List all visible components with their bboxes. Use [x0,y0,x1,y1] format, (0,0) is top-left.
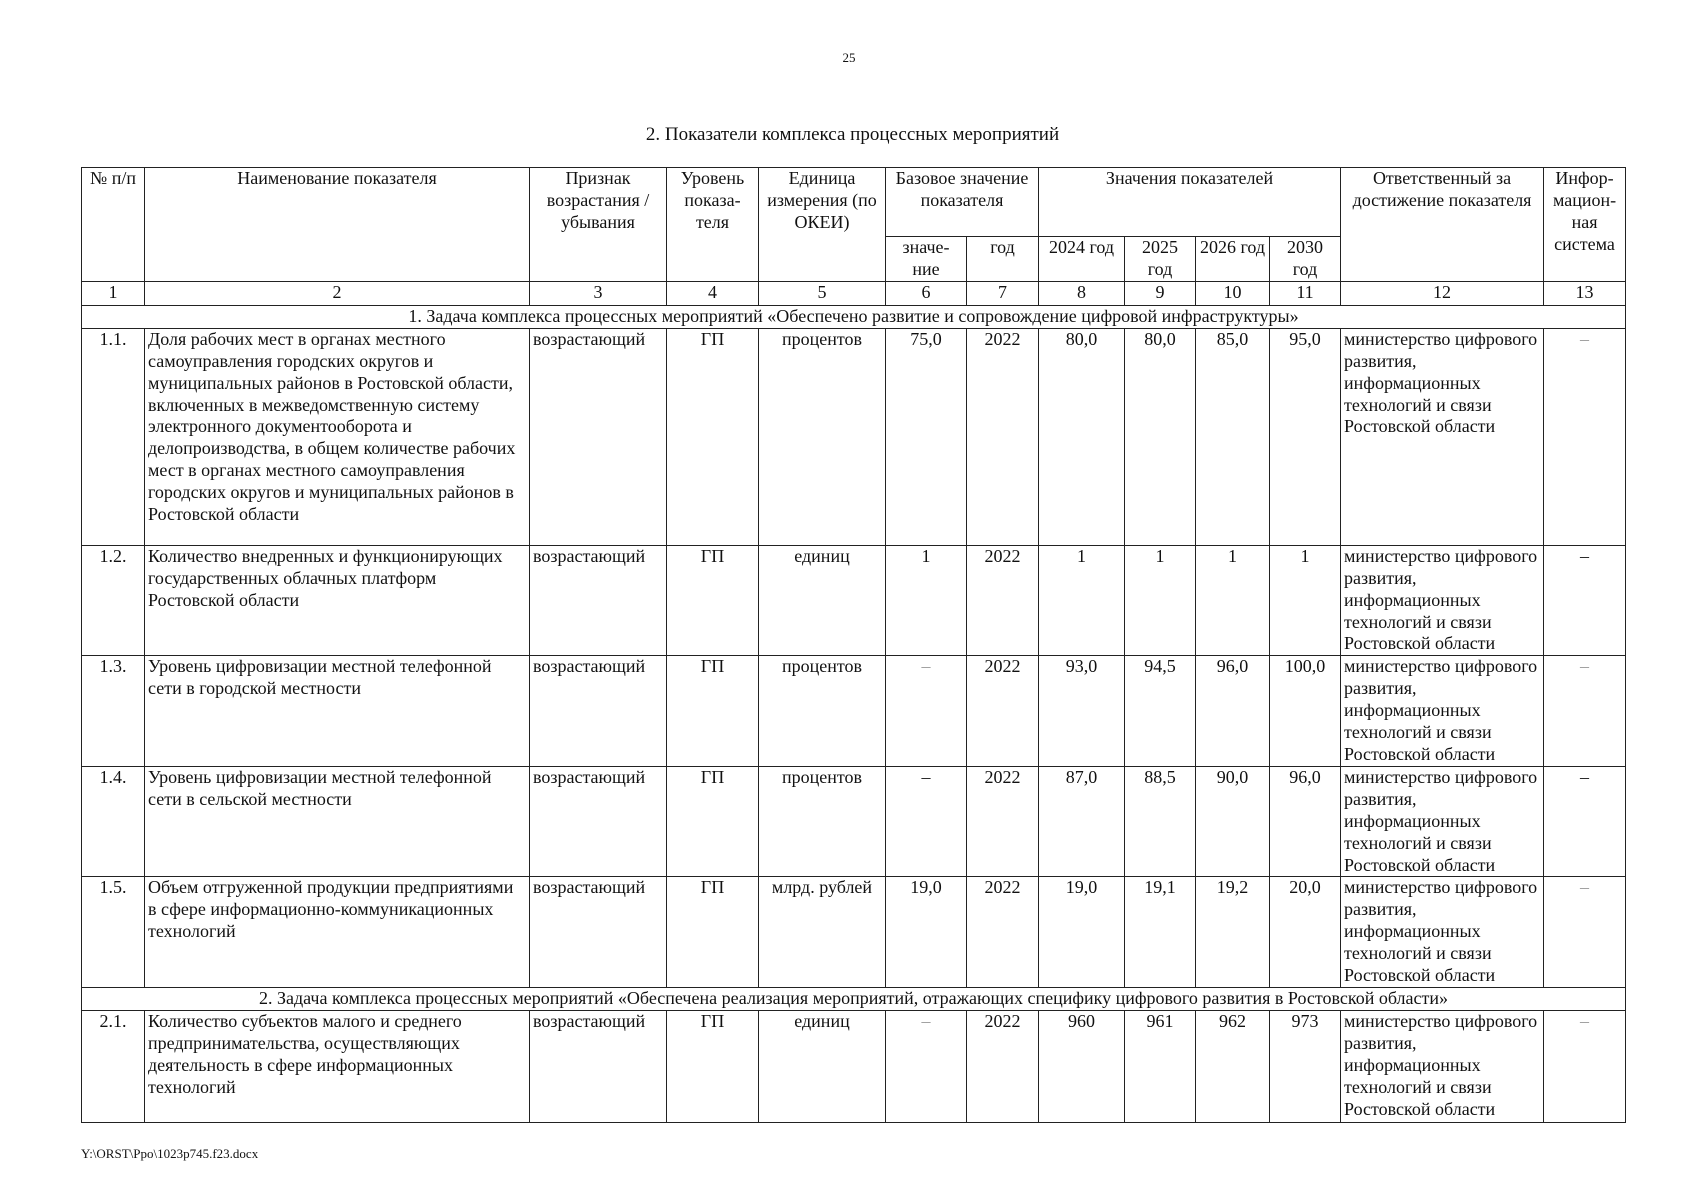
row-base-year: 2022 [967,328,1039,545]
row-responsible: министерство цифрового развития, информационных технологий и связи Ростовской области [1341,877,1544,988]
row-num: 1.3. [82,656,145,767]
row-unit: единиц [759,1010,886,1122]
header-base: Базовое значение показателя [886,168,1039,237]
row-sign: возрастающий [530,545,667,656]
row-level: ГП [667,545,759,656]
column-number: 12 [1341,281,1544,305]
column-number: 7 [967,281,1039,305]
row-name: Объем отгруженной продукции предприятиями в сфере информационно-коммуникационных технологий [145,877,530,988]
row-value-2025: 88,5 [1125,766,1196,877]
header-2030: 2030 год [1270,237,1341,282]
table-row [82,656,1626,767]
header-unit: Единица измерения (по ОКЕИ) [759,168,886,282]
column-numbers-row [82,281,1626,305]
indicators-table [81,167,1626,1123]
row-info: – [1544,766,1626,877]
row-level: ГП [667,766,759,877]
column-number: 3 [530,281,667,305]
row-info: – [1544,877,1626,988]
row-sign: возрастающий [530,656,667,767]
row-unit: единиц [759,545,886,656]
row-value-2026: 962 [1196,1010,1270,1122]
row-responsible: министерство цифрового развития, информационных технологий и связи Ростовской области [1341,1010,1544,1122]
row-value-2024: 93,0 [1039,656,1125,767]
row-value-2025: 19,1 [1125,877,1196,988]
header-responsible: Ответственный за достижение показателя [1341,168,1544,282]
column-number: 6 [886,281,967,305]
row-base-year: 2022 [967,877,1039,988]
header-values: Значения показателей [1039,168,1341,237]
row-sign: возрастающий [530,877,667,988]
row-value-2030: 973 [1270,1010,1341,1122]
row-value-2030: 100,0 [1270,656,1341,767]
row-responsible: министерство цифрового развития, информационных технологий и связи Ростовской области [1341,328,1544,545]
column-number: 9 [1125,281,1196,305]
column-number: 4 [667,281,759,305]
row-base-year: 2022 [967,545,1039,656]
row-base-value: – [886,766,967,877]
row-base-year: 2022 [967,766,1039,877]
row-base-year: 2022 [967,656,1039,767]
row-unit: процентов [759,328,886,545]
row-unit: процентов [759,656,886,767]
row-num: 1.2. [82,545,145,656]
header-num: № п/п [82,168,145,282]
row-name: Количество внедренных и функционирующих государственных облачных платформ Ростовской области [145,545,530,656]
column-number: 11 [1270,281,1341,305]
header-base-year: год [967,237,1039,282]
row-level: ГП [667,328,759,545]
row-base-value: 19,0 [886,877,967,988]
row-info: – [1544,328,1626,545]
row-value-2025: 80,0 [1125,328,1196,545]
header-level: Уровень показа-теля [667,168,759,282]
table-row [82,328,1626,545]
row-value-2030: 1 [1270,545,1341,656]
row-base-value: – [886,656,967,767]
row-value-2024: 960 [1039,1010,1125,1122]
header-name: Наименование показателя [145,168,530,282]
table-row [82,1010,1626,1122]
row-sign: возрастающий [530,328,667,545]
row-responsible: министерство цифрового развития, информационных технологий и связи Ростовской области [1341,766,1544,877]
row-value-2024: 87,0 [1039,766,1125,877]
row-level: ГП [667,877,759,988]
row-info: – [1544,1010,1626,1122]
page-title: 2. Показатели комплекса процессных мероприятий [645,124,1060,145]
row-name: Уровень цифровизации местной телефонной сети в сельской местности [145,766,530,877]
row-value-2025: 94,5 [1125,656,1196,767]
section-title: 2. Задача комплекса процессных мероприятий «Обеспечена реализация мероприятий, отражающих специфику цифрового развития в Ростовской области» [82,987,1626,1010]
page-number: 25 [842,50,856,65]
row-value-2025: 961 [1125,1010,1196,1122]
file-path-footer: Y:\ORST\Ppo\1023p745.f23.docx [81,1146,259,1161]
row-value-2026: 96,0 [1196,656,1270,767]
table-row [82,766,1626,877]
row-value-2030: 95,0 [1270,328,1341,545]
row-value-2026: 85,0 [1196,328,1270,545]
row-base-value: – [886,1010,967,1122]
row-name: Уровень цифровизации местной телефонной сети в городской местности [145,656,530,767]
row-level: ГП [667,1010,759,1122]
row-unit: процентов [759,766,886,877]
row-base-value: 75,0 [886,328,967,545]
section-row [82,987,1626,1010]
row-info: – [1544,656,1626,767]
column-number: 2 [145,281,530,305]
row-value-2024: 19,0 [1039,877,1125,988]
row-value-2026: 1 [1196,545,1270,656]
row-num: 2.1. [82,1010,145,1122]
header-2026: 2026 год [1196,237,1270,282]
section-row [82,305,1626,328]
column-number: 8 [1039,281,1125,305]
row-value-2026: 19,2 [1196,877,1270,988]
row-num: 1.5. [82,877,145,988]
row-num: 1.4. [82,766,145,877]
row-value-2024: 80,0 [1039,328,1125,545]
column-number: 13 [1544,281,1626,305]
row-num: 1.1. [82,328,145,545]
row-unit: млрд. рублей [759,877,886,988]
row-base-value: 1 [886,545,967,656]
row-name: Количество субъектов малого и среднего предпринимательства, осуществляющих деятельность в сфере информационных технологий [145,1010,530,1122]
row-responsible: министерство цифрового развития, информационных технологий и связи Ростовской области [1341,656,1544,767]
header-2025: 2025 год [1125,237,1196,282]
row-sign: возрастающий [530,1010,667,1122]
row-value-2024: 1 [1039,545,1125,656]
table-row [82,545,1626,656]
table-row [82,877,1626,988]
row-name: Доля рабочих мест в органах местного самоуправления городских округов и муниципальных районов в Ростовской области, включенных в межведомственную систему электронного документооборота и делопроизводства, в общем количестве рабочих мест в органах местного самоуправления городских округов и муниципальных районов в Ростовской области [145,328,530,545]
row-value-2026: 90,0 [1196,766,1270,877]
row-value-2030: 20,0 [1270,877,1341,988]
row-responsible: министерство цифрового развития, информационных технологий и связи Ростовской области [1341,545,1544,656]
header-sign: Признак возрастания / убывания [530,168,667,282]
row-base-year: 2022 [967,1010,1039,1122]
column-number: 5 [759,281,886,305]
row-value-2025: 1 [1125,545,1196,656]
section-title: 1. Задача комплекса процессных мероприятий «Обеспечено развитие и сопровождение цифровой инфраструктуры» [82,305,1626,328]
column-number: 10 [1196,281,1270,305]
row-sign: возрастающий [530,766,667,877]
row-info: – [1544,545,1626,656]
header-2024: 2024 год [1039,237,1125,282]
row-level: ГП [667,656,759,767]
header-base-value: значе-ние [886,237,967,282]
row-value-2030: 96,0 [1270,766,1341,877]
header-info: Инфор-мацион-ная система [1544,168,1626,282]
column-number: 1 [82,281,145,305]
